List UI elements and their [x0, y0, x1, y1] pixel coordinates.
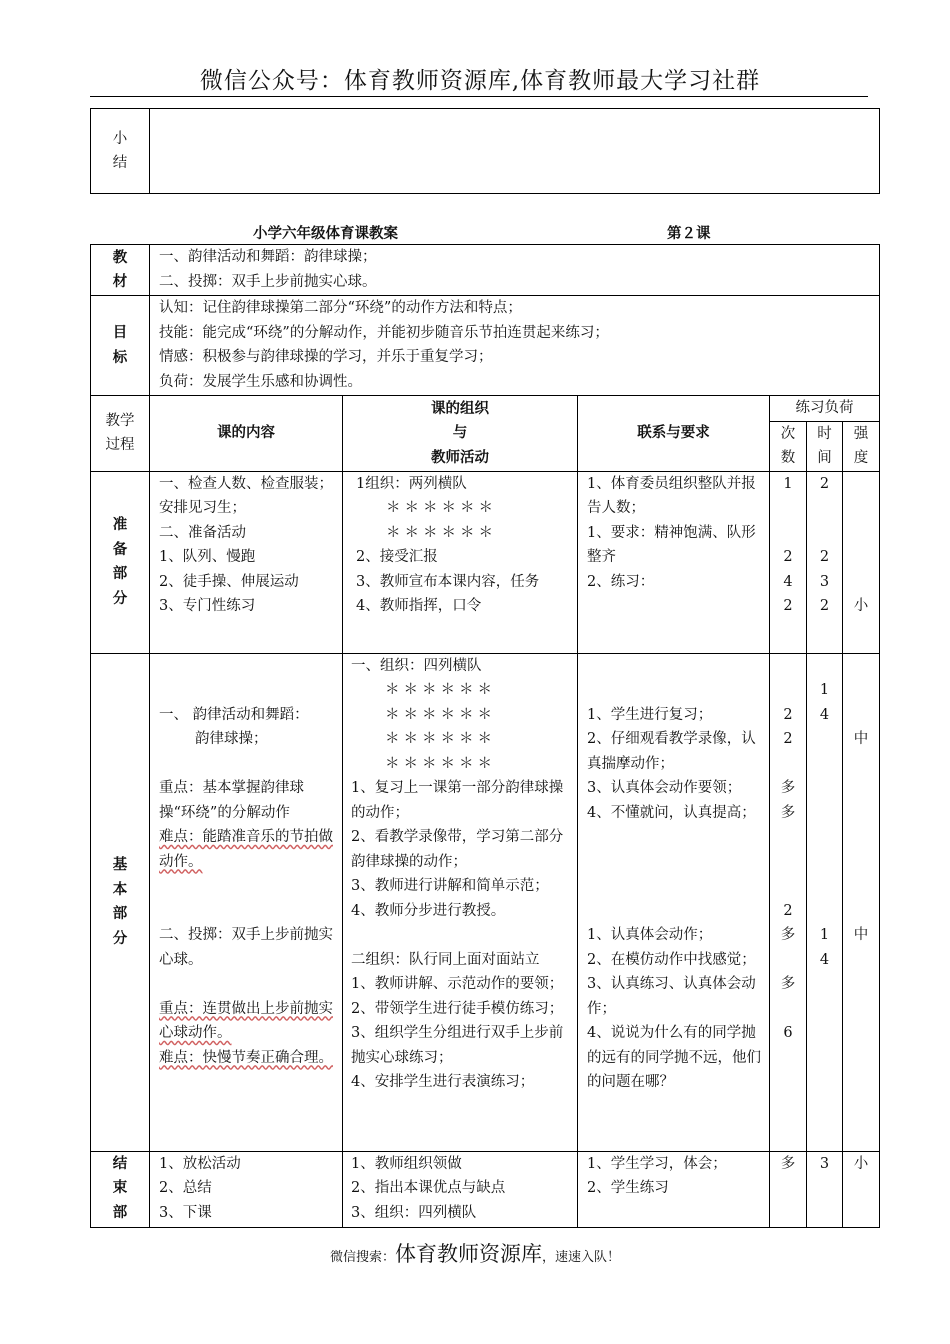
material-row — [91, 245, 880, 296]
material-label: 教 材 — [91, 245, 150, 296]
prep-row — [91, 471, 880, 653]
basic-times: 2 2 多 多 2 多 多 6 — [770, 653, 807, 1151]
goals-row — [91, 296, 880, 396]
prep-times: 1 2 4 2 — [770, 471, 807, 653]
goals-content: 认知：记住韵律球操第二部分“环绕”的动作方法和特点； 技能：能完成“环绕”的分解动作，并能初步随音乐节拍连贯起来练习； 情感：积极参与韵律球操的学习，并乐于重复学习； 负荷：发展学生乐感和协调性。 — [150, 296, 880, 396]
prep-label: 准 备 部 分 — [91, 471, 150, 653]
summary-label: 小 结 — [91, 109, 150, 194]
header-duration: 时 间 — [807, 421, 843, 471]
basic-organization: 一、组织：四列横队 ＊＊＊＊＊＊ ＊＊＊＊＊＊ ＊＊＊＊＊＊ ＊＊＊＊＊＊ 1、复习上一课第一部分韵律球操的动作； 2、看教学录像带，学习第二部分韵律球操的动作； 3、教师进行讲解和简单示范； 4、教师分步进行教授。 二组织：队行同上面对面站立 1、教师讲解、示范动作的要领； 2、带领学生进行徒手模仿练习； 3、组织学生分组进行双手上步前抛实心球练习； 4、安排学生进行表演练习； — [343, 653, 578, 1151]
header-content: 课的内容 — [150, 396, 343, 472]
header-times: 次 数 — [770, 421, 807, 471]
header-intensity: 强 度 — [843, 421, 880, 471]
prep-content: 一、检查人数、检查服装；安排见习生； 二、准备活动 1、队列、慢跑 2、徒手操、伸展运动 3、专门性练习 — [150, 471, 343, 653]
summary-content — [150, 109, 880, 194]
basic-intensity: 中 中 — [843, 653, 880, 1151]
basic-label: 基 本 部 分 — [91, 653, 150, 1151]
end-organization: 1、教师组织领做 2、指出本课优点与缺点 3、组织：四列横队 — [343, 1151, 578, 1227]
basic-row — [91, 653, 880, 1151]
lesson-plan-table — [90, 244, 880, 1228]
end-content: 1、放松活动 2、总结 3、下课 — [150, 1151, 343, 1227]
goals-label: 目 标 — [91, 296, 150, 396]
summary-table — [90, 108, 880, 194]
prep-duration: 2 2 3 2 — [807, 471, 843, 653]
header-divider — [90, 96, 868, 97]
prep-organization: 1组织：两列横队 ＊＊＊＊＊＊ ＊＊＊＊＊＊ 2、接受汇报 3、教师宣布本课内容，任务 4、教师指挥，口令 — [343, 471, 578, 653]
end-duration: 3 — [807, 1151, 843, 1227]
header-organization: 课的组织 与 教师活动 — [343, 396, 578, 472]
header-load: 练习负荷 — [770, 396, 880, 422]
basic-requirements: 1、学生进行复习； 2、仔细观看教学录像，认真揣摩动作； 3、认真体会动作要领； 4、不懂就问，认真提高； 1、认真体会动作； 2、在模仿动作中找感觉； 3、认真练习、认真体会动作； 4、说说为什么有的同学抛的远有的同学抛不远，他们的问题在哪？ — [578, 653, 770, 1151]
lesson-number: 第２课 — [667, 225, 711, 242]
header-process: 教学 过程 — [91, 396, 150, 472]
page-header: 微信公众号：体育教师资源库,体育教师最大学习社群 — [199, 68, 761, 94]
end-requirements: 1、学生学习，体会； 2、学生练习 — [578, 1151, 770, 1227]
page-footer: 微信搜索：体育教师资源库，速速入队！ — [329, 1242, 621, 1266]
lesson-plan-title: 小学六年级体育课教案 — [253, 225, 398, 242]
header-requirements: 联系与要求 — [578, 396, 770, 472]
prep-intensity: 小 — [843, 471, 880, 653]
basic-duration: 1 4 1 4 — [807, 653, 843, 1151]
basic-content: 一、 韵律活动和舞蹈： 韵律球操； 重点：基本掌握韵律球操“环绕”的分解动作 难点：能踏准音乐的节拍做动作。 二、投掷：双手上步前抛实心球。 重点：连贯做出上步前抛实心球动作。 难点：快慢节奏正确合理。 — [150, 653, 343, 1151]
end-intensity: 小 — [843, 1151, 880, 1227]
material-content: 一、韵律活动和舞蹈：韵律球操； 二、投掷：双手上步前抛实心球。 — [150, 245, 880, 296]
prep-requirements: 1、体育委员组织整队并报告人数； 1、要求：精神饱满、队形整齐 2、练习： — [578, 471, 770, 653]
end-label: 结 束 部 — [91, 1151, 150, 1227]
table-header-row — [91, 396, 880, 422]
end-times: 多 — [770, 1151, 807, 1227]
end-row — [91, 1151, 880, 1227]
